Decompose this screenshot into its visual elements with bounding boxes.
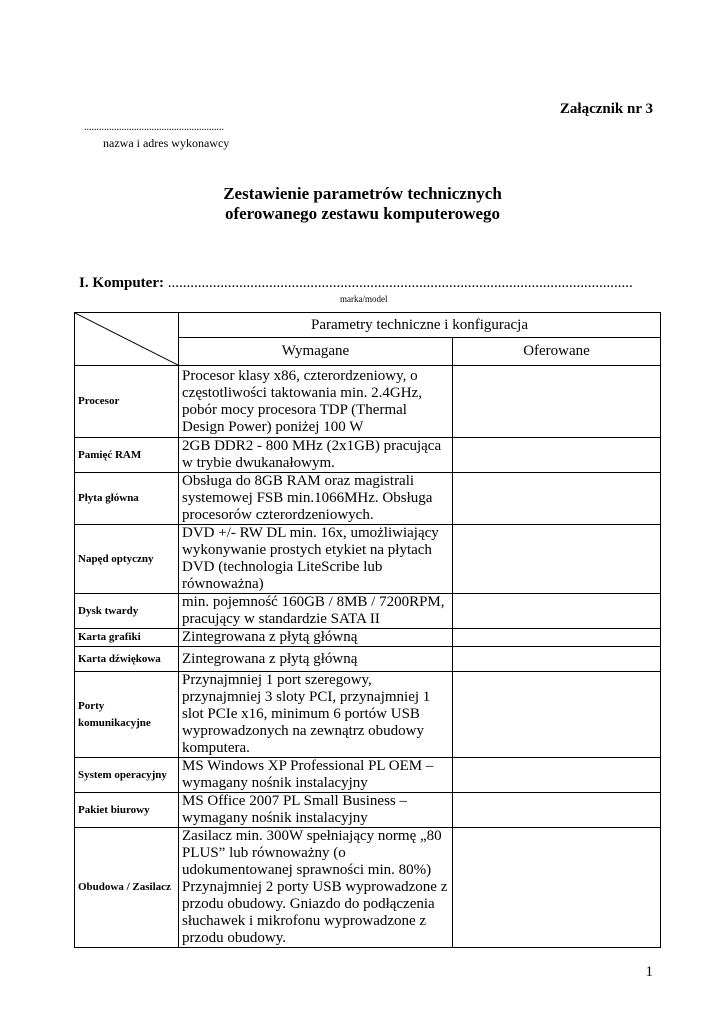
row-required: Zasilacz min. 300W spełniający normę „80 PLUS” lub równoważny (o udokumentowanej sprawności min. 80%) Przynajmniej 2 porty USB wyprowadzone z przodu obudowy. Gniazdo do podłączenia słuchawek i mikrofonu wyprowadzone z przodu obudowy. — [179, 828, 453, 948]
row-label: Karta dźwiękowa — [75, 647, 179, 672]
spec-table — [74, 312, 661, 948]
row-required: Obsługa do 8GB RAM oraz magistrali systemowej FSB min.1066MHz. Obsługa procesorów czterordzeniowych. — [179, 473, 453, 525]
group-header: Parametry techniczne i konfiguracja — [179, 313, 661, 338]
computer-line — [79, 275, 633, 292]
table-row — [75, 647, 661, 672]
row-label: Porty komunikacyjne — [75, 672, 179, 758]
row-label: Napęd optyczny — [75, 525, 179, 594]
row-offered-field[interactable] — [453, 366, 661, 438]
table-row — [75, 629, 661, 647]
row-offered-field[interactable] — [453, 473, 661, 525]
row-required: DVD +/- RW DL min. 16x, umożliwiający wykonywanie prostych etykiet na płytach DVD (technologia LiteScribe lub równoważna) — [179, 525, 453, 594]
table-row — [75, 525, 661, 594]
row-offered-field[interactable] — [453, 672, 661, 758]
title-line-2: oferowanego zestawu komputerowego — [224, 204, 501, 223]
contractor-caption: nazwa i adres wykonawcy — [103, 136, 230, 150]
contractor-dots: ........................................................ — [84, 122, 224, 133]
row-label: Pamięć RAM — [75, 438, 179, 473]
row-label: System operacyjny — [75, 758, 179, 793]
table-row — [75, 473, 661, 525]
row-required: Zintegrowana z płytą główną — [179, 647, 453, 672]
row-required: Procesor klasy x86, czterordzeniowy, o częstotliwości taktowania min. 2.4GHz, pobór mocy procesora TDP (Thermal Design Power) poniżej 100 W — [179, 366, 453, 438]
title-line-1: Zestawienie parametrów technicznych — [223, 184, 502, 203]
diagonal-line — [75, 313, 178, 365]
row-offered-field[interactable] — [453, 629, 661, 647]
table-row — [75, 438, 661, 473]
row-required: 2GB DDR2 - 800 MHz (2x1GB) pracująca w trybie dwukanałowym. — [179, 438, 453, 473]
table-row — [75, 672, 661, 758]
row-label: Karta grafiki — [75, 629, 179, 647]
row-label: Obudowa / Zasilacz — [75, 828, 179, 948]
row-offered-field[interactable] — [453, 438, 661, 473]
row-required: Zintegrowana z płytą główną — [179, 629, 453, 647]
col-header-offered: Oferowane — [453, 338, 661, 366]
row-offered-field[interactable] — [453, 647, 661, 672]
col-header-required: Wymagane — [179, 338, 453, 366]
row-label: Pakiet biurowy — [75, 793, 179, 828]
row-required: Przynajmniej 1 port szeregowy, przynajmniej 3 sloty PCI, przynajmniej 1 slot PCIe x16, minimum 6 portów USB wyprowadzonych na zewnątrz obudowy komputera. — [179, 672, 453, 758]
row-required: MS Windows XP Professional PL OEM – wymagany nośnik instalacyjny — [179, 758, 453, 793]
table-row — [75, 793, 661, 828]
table-row — [75, 828, 661, 948]
computer-label: I. Komputer: — [79, 275, 164, 291]
row-label: Procesor — [75, 366, 179, 438]
row-offered-field[interactable] — [453, 793, 661, 828]
row-offered-field[interactable] — [453, 525, 661, 594]
annex-label: Załącznik nr 3 — [559, 101, 653, 117]
diagonal-header-cell — [75, 313, 179, 366]
row-label: Płyta główna — [75, 473, 179, 525]
row-offered-field[interactable] — [453, 594, 661, 629]
row-label: Dysk twardy — [75, 594, 179, 629]
document-title — [0, 184, 725, 224]
table-row — [75, 366, 661, 438]
table-row — [75, 758, 661, 793]
row-offered-field[interactable] — [453, 828, 661, 948]
row-required: MS Office 2007 PL Small Business – wymagany nośnik instalacyjny — [179, 793, 453, 828]
table-row — [75, 594, 661, 629]
page-number: 1 — [645, 964, 653, 980]
row-offered-field[interactable] — [453, 758, 661, 793]
row-required: min. pojemność 160GB / 8MB / 7200RPM, pracujący w standardzie SATA II — [179, 594, 453, 629]
model-caption: marka/model — [340, 294, 388, 304]
computer-dots: ............................................................................................................................ — [167, 275, 633, 291]
